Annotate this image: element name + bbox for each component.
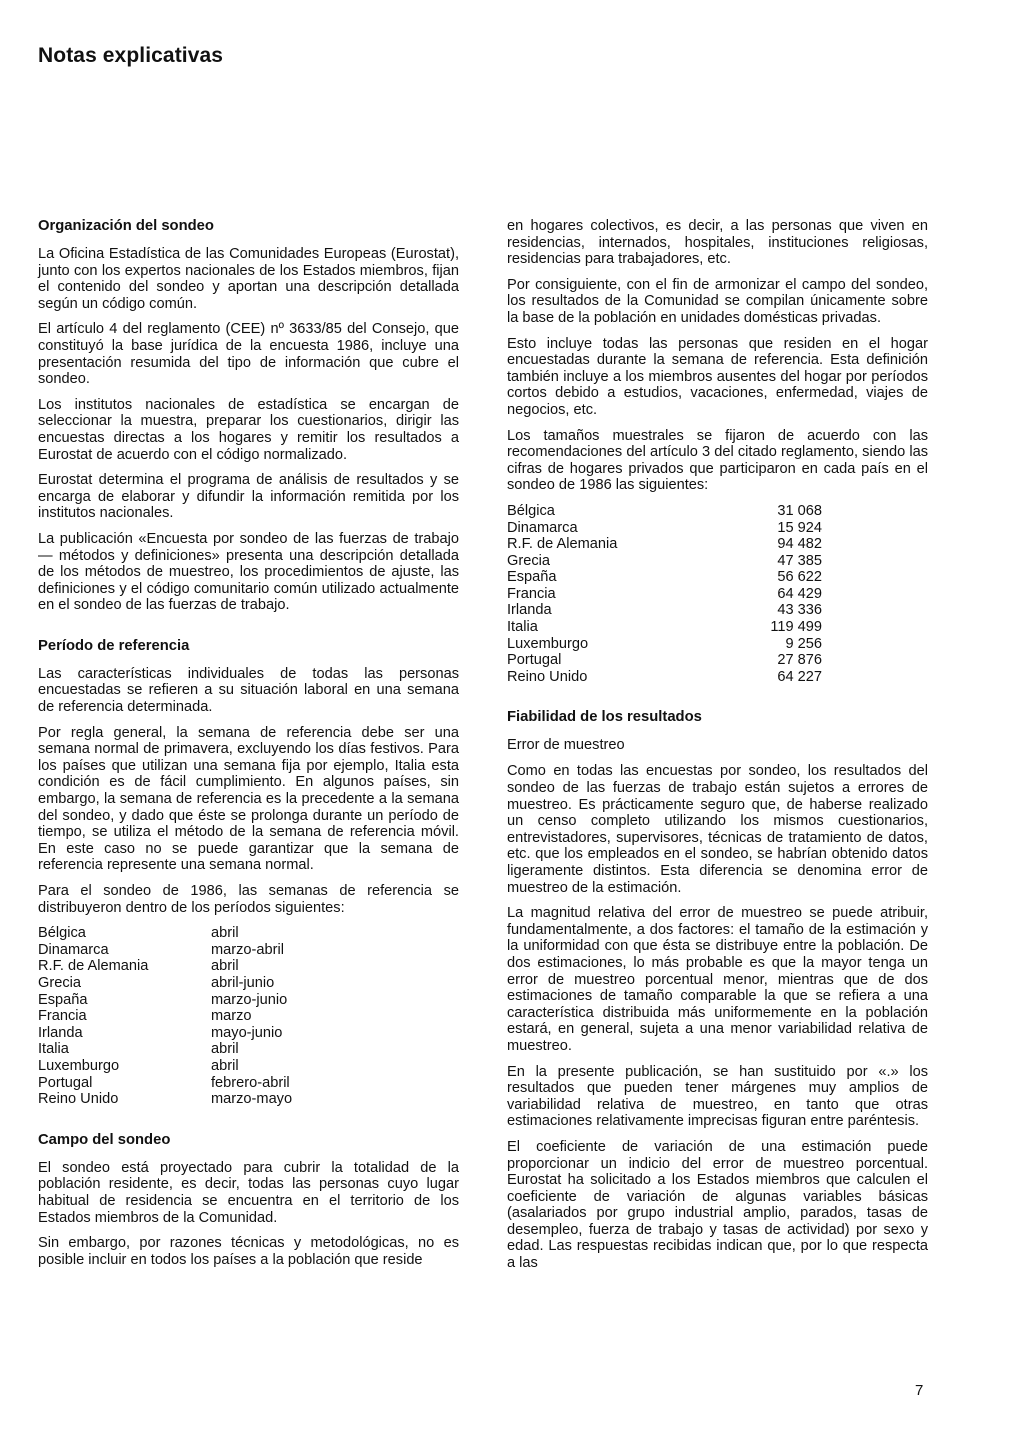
page-number: 7 — [915, 1382, 924, 1399]
paragraph: Esto incluye todas las personas que residen en el hogar encuestadas durante la semana de referencia. Esta definición también incluye a los miembros ausentes del hogar por períodos cortos debido a estudios, vacaciones, enfermedad, viajes de negocios, etc. — [507, 335, 928, 418]
country-cell: R.F. de Alemania — [38, 958, 149, 975]
paragraph: en hogares colectivos, es decir, a las personas que viven en residencias, internados, hospitales, instituciones religiosas, residencias para trabajadores, etc. — [507, 218, 928, 268]
paragraph: Por regla general, la semana de referencia debe ser una semana normal de primavera, excluyendo los días festivos. Para los países que utilizan una semana fija por ejemplo, Italia esta condición es de fácil cumplimiento. En algunos países, sin embargo, la semana de referencia es la precedente a la semana del sondeo, y dado que éste se prolonga durante un período de tiempo, se utiliza el método de la semana de referencia móvil. En este caso no se puede garantizar que la semana de referencia represente una semana normal. — [38, 724, 459, 874]
paragraph: Los tamaños muestrales se fijaron de acuerdo con las recomendaciones del artículo 3 del citado reglamento, siendo las cifras de hogares privados que participaron en cada país en el sondeo de 1986 las siguientes: — [507, 427, 928, 494]
table-row — [38, 1041, 292, 1058]
value-cell: 47 385 — [777, 552, 822, 569]
table-row — [507, 503, 822, 520]
value-cell: 31 068 — [777, 502, 822, 519]
country-cell: Francia — [38, 1008, 87, 1025]
paragraph: Sin embargo, por razones técnicas y metodológicas, no es posible incluir en todos los países a la población que reside — [38, 1235, 459, 1268]
country-cell: Reino Unido — [38, 1091, 119, 1108]
period-cell: abril — [211, 1057, 239, 1074]
period-cell: marzo-mayo — [211, 1091, 293, 1108]
table-row — [507, 602, 822, 619]
period-cell: marzo-abril — [211, 941, 284, 958]
value-cell: 56 622 — [777, 569, 822, 586]
value-cell: 64 429 — [777, 585, 822, 602]
paragraph: Por consiguiente, con el fin de armonizar el campo del sondeo, los resultados de la Comunidad se compilan únicamente sobre la base de la población en unidades domésticas privadas. — [507, 276, 928, 326]
table-row — [507, 669, 822, 686]
table-row — [507, 586, 822, 603]
sample-sizes-table — [507, 503, 822, 686]
table-row — [38, 1075, 292, 1092]
period-cell: mayo-junio — [211, 1024, 283, 1041]
table-row — [38, 1091, 292, 1108]
country-cell: Irlanda — [38, 1024, 83, 1041]
right-column — [507, 218, 928, 1281]
section-heading-fiabilidad: Fiabilidad de los resultados — [507, 709, 702, 726]
paragraph: El sondeo está proyectado para cubrir la totalidad de la población residente, es decir, todas las personas cuyo lugar habitual de residencia se encuentra en el territorio de los Estados miembros de la Comunidad. — [38, 1159, 459, 1226]
paragraph: En la presente publicación, se han sustituido por «.» los resultados que pueden tener márgenes muy amplios de variabilidad relativa de muestreo, en tanto que otras estimaciones relativamente imprecisas figuran entre paréntesis. — [507, 1063, 928, 1130]
value-cell: 15 924 — [777, 519, 822, 536]
section-heading-campo: Campo del sondeo — [38, 1131, 171, 1148]
value-cell: 119 499 — [770, 619, 822, 636]
period-cell: abril — [211, 1041, 239, 1058]
period-cell: abril — [211, 925, 239, 942]
table-row — [507, 536, 822, 553]
paragraph: Los institutos nacionales de estadística se encargan de seleccionar la muestra, preparar los cuestionarios, dirigir las encuestas directas a los hogares y remitir los resultados a Eurostat de acuerdo con el código normalizado. — [38, 396, 459, 463]
value-cell: 64 227 — [777, 668, 822, 685]
country-cell: Grecia — [507, 552, 550, 569]
section-heading-organizacion: Organización del sondeo — [38, 218, 214, 234]
value-cell: 27 876 — [777, 652, 822, 669]
country-cell: Grecia — [38, 974, 81, 991]
subheading-error-muestreo: Error de muestreo — [507, 737, 625, 754]
paragraph: Para el sondeo de 1986, las semanas de referencia se distribuyeron dentro de los períodos siguientes: — [38, 883, 459, 916]
paragraph: Las características individuales de todas las personas encuestadas se refieren a su situación laboral en una semana de referencia determinada. — [38, 665, 459, 716]
country-cell: España — [507, 569, 557, 586]
table-row — [38, 975, 292, 992]
table-row — [38, 1008, 292, 1025]
table-row — [507, 636, 822, 653]
paragraph: La publicación «Encuesta por sondeo de las fuerzas de trabajo — métodos y definiciones» presenta una descripción detallada de los métodos de muestreo, los procedimientos de ajuste, las definiciones y el código comunitario común utilizado actualmente en el sondeo de las fuerzas de trabajo. — [38, 530, 459, 614]
period-cell: abril — [211, 958, 239, 975]
country-cell: Bélgica — [38, 925, 86, 942]
paragraph: El coeficiente de variación de una estimación puede proporcionar un indicio del error de muestreo porcentual. Eurostat ha solicitado a los Estados miembros que calculen el coeficiente de variación de algunas variables básicas (asalariados por grupo industrial amplio, parados, tasas de desempleo, fuerza de trabajo y tasas de actividad) por sexo y edad. Las respuestas recibidas indican que, por lo que respecta a las — [507, 1138, 928, 1272]
country-cell: Dinamarca — [507, 519, 578, 536]
period-cell: febrero-abril — [211, 1074, 290, 1091]
country-cell: Dinamarca — [38, 941, 109, 958]
table-row — [507, 652, 822, 669]
table-row — [38, 925, 292, 942]
table-row — [507, 619, 822, 636]
value-cell: 94 482 — [777, 536, 822, 553]
section-heading-periodo: Período de referencia — [38, 637, 190, 654]
value-cell: 43 336 — [777, 602, 822, 619]
country-cell: Italia — [38, 1041, 69, 1058]
country-cell: Portugal — [507, 652, 562, 669]
table-row — [507, 553, 822, 570]
country-cell: Reino Unido — [507, 668, 588, 685]
country-cell: España — [38, 991, 88, 1008]
table-row — [38, 958, 292, 975]
country-cell: Bélgica — [507, 502, 555, 519]
period-cell: marzo — [211, 1008, 252, 1025]
paragraph: La Oficina Estadística de las Comunidades Europeas (Eurostat), junto con los expertos nacionales de los Estados miembros, fijan el contenido del sondeo y aportan una descripción detallada según un código común. — [38, 246, 459, 312]
reference-periods-table — [38, 925, 292, 1108]
left-column — [38, 218, 459, 1277]
country-cell: Irlanda — [507, 602, 552, 619]
period-cell: abril-junio — [211, 974, 275, 991]
paragraph: La magnitud relativa del error de muestreo se puede atribuir, fundamentalmente, a dos factores: el tamaño de la estimación y la uniformidad con que ésta se distribuye entre la población. De dos estimaciones, lo más probable es que la mayor tenga un error de muestreo porcentual menor, mientras que de dos estimaciones de tamaño comparable la que se refiera a una característica distribuida más uniformemente en la población estará, en general, sujeta a una menor variabilidad relativa de muestreo. — [507, 905, 928, 1054]
country-cell: Portugal — [38, 1074, 93, 1091]
country-cell: R.F. de Alemania — [507, 536, 618, 553]
country-cell: Italia — [507, 619, 538, 636]
table-row — [38, 1058, 292, 1075]
country-cell: Francia — [507, 585, 556, 602]
table-row — [507, 520, 822, 537]
country-cell: Luxemburgo — [38, 1057, 120, 1074]
country-cell: Luxemburgo — [507, 635, 589, 652]
table-row — [38, 1025, 292, 1042]
table-row — [507, 569, 822, 586]
paragraph: El artículo 4 del reglamento (CEE) nº 3633/85 del Consejo, que constituyó la base jurídica de la encuesta 1986, incluye una presentación resumida del tipo de información que cubre el sondeo. — [38, 321, 459, 388]
value-cell: 9 256 — [785, 635, 822, 652]
table-row — [38, 992, 292, 1009]
period-cell: marzo-junio — [211, 991, 288, 1008]
paragraph: Como en todas las encuestas por sondeo, los resultados del sondeo de las fuerzas de trabajo están sujetos a errores de muestreo. Es prácticamente seguro que, de haberse realizado un censo completo utilizando los mismos cuestionarios, entrevistadores, supervisores, técnicas de tratamiento de datos, etc. que los empleados en el sondeo, se habrían obtenido datos ligeramente distintos. Esta diferencia se denomina error de muestreo de la estimación. — [507, 763, 928, 896]
page-title: Notas explicativas — [38, 44, 224, 67]
table-row — [38, 942, 292, 959]
paragraph: Eurostat determina el programa de análisis de resultados y se encarga de elaborar y difundir la información remitida por los institutos nacionales. — [38, 472, 459, 522]
